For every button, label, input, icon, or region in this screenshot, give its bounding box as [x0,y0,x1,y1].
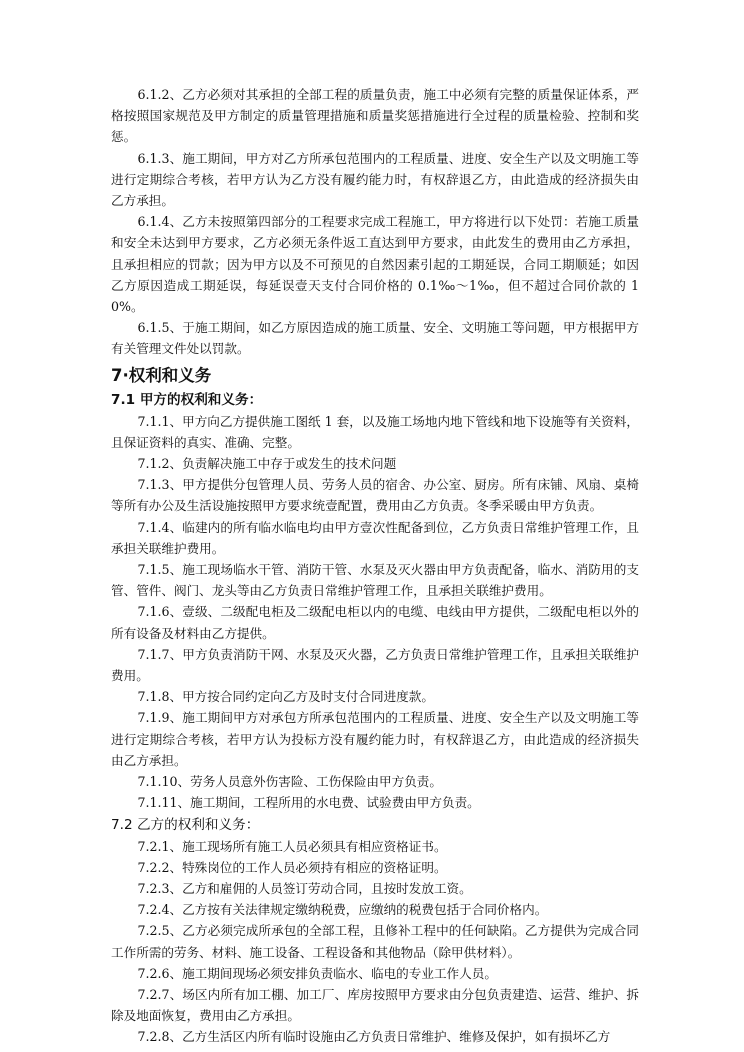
clause-7-2-3: 7.2.3、乙方和雇佣的人员签订劳动合同，且按时发放工资。 [137,880,472,896]
clause-7-1-6: 7.1.6、壹级、二级配电柜及二级配电柜以内的电缆、电线由甲方提供，二级配电柜以外的所有设备及材料由乙方提供。 [111,604,639,641]
clause-7-2-4: 7.2.4、乙方按有关法律规定缴纳税费，应缴纳的税费包括于合同价格内。 [137,902,548,918]
clause-7-2-2: 7.2.2、特殊岗位的工作人员必须持有相应的资格证明。 [137,859,447,875]
section-7-heading: 7·权利和义务 [111,365,212,385]
clause-7-1-2: 7.1.2、负责解决施工中存于或发生的技术问题 [137,456,397,472]
clause-7-2-5: 7.2.5、乙方必须完成所承包的全部工程，且修补工程中的任何缺陷。乙方提供为完成合同工作所需的劳务、材料、施工设备、工程设备和其他物品（除甲供材料）。 [111,923,639,960]
clause-7-1-4: 7.1.4、临建内的所有临水临电均由甲方壹次性配备到位，乙方负责日常维护管理工作，且承担关联维护费用。 [111,519,639,556]
clause-7-2-8: 7.2.8、乙方生活区内所有临时设施由乙方负责日常维护、维修及保护，如有损坏乙方 [137,1029,611,1045]
clause-7-1-5: 7.1.5、施工现场临水干管、消防干管、水泵及灭火器由甲方负责配备，临水、消防用的支管、管件、阀门、龙头等由乙方负责日常维护管理工作，且承担关联维护费用。 [111,562,639,599]
section-7-2-heading: 7.2 乙方的权利和义务： [111,816,260,833]
document-page [111,84,639,1048]
clause-7-1-11: 7.1.11、施工期间，工程所用的水电费、试验费由甲方负责。 [137,795,480,811]
clause-7-1-10: 7.1.10、劳务人员意外伤害险、工伤保险由甲方负责。 [137,774,442,790]
clause-6-1-5: 6.1.5、于施工期间，如乙方原因造成的施工质量、安全、文明施工等问题，甲方根据甲方有关管理文件处以罚款。 [111,320,639,357]
clause-7-2-1: 7.2.1、施工现场所有施工人员必须具有相应资格证书。 [137,838,447,854]
clause-7-1-8: 7.1.8、甲方按合同约定向乙方及时支付合同进度款。 [137,689,434,705]
section-7-1-heading: 7.1 甲方的权利和义务： [111,391,263,408]
clause-7-1-3: 7.1.3、甲方提供分包管理人员、劳务人员的宿舍、办公室、厨房。所有床铺、风扇、桌椅等所有办公及生活设施按照甲方要求统壹配置，费用由乙方负责。冬季采暖由甲方负责。 [111,477,639,514]
clause-6-1-4: 6.1.4、乙方未按照第四部分的工程要求完成工程施工，甲方将进行以下处罚：若施工质量和安全未达到甲方要求，乙方必须无条件返工直达到甲方要求，由此发生的费用由乙方承担，且承担相应的罚款；因为甲方以及不可预见的自然因素引起的工期延误，合同工期顺延；如因乙方原因造成工期延误，每延误壹天支付合同价格的 0.1‰～1‰，但不超过合同价款的 10%。 [111,214,639,315]
clause-7-2-7: 7.2.7、场区内所有加工棚、加工厂、库房按照甲方要求由分包负责建造、运营、维护、拆除及地面恢复，费用由乙方承担。 [111,986,639,1024]
clause-7-2-6: 7.2.6、施工期间现场必须安排负责临水、临电的专业工作人员。 [137,965,497,981]
clause-7-1-1: 7.1.1、甲方向乙方提供施工图纸 1 套，以及施工场地内地下管线和地下设施等有关资料，且保证资料的真实、准确、完整。 [111,413,639,450]
clause-7-1-9: 7.1.9、施工期间甲方对承包方所承包范围内的工程质量、进度、安全生产以及文明施工等进行定期综合考核，若甲方认为投标方没有履约能力时，有权辞退乙方，由此造成的经济损失由乙方承担。 [111,710,639,768]
clause-6-1-2: 6.1.2、乙方必须对其承担的全部工程的质量负责，施工中必须有完整的质量保证体系，严格按照国家规范及甲方制定的质量管理措施和质量奖惩措施进行全过程的质量检验、控制和奖惩。 [111,87,639,145]
clause-7-1-7: 7.1.7、甲方负责消防干网、水泵及灭火器，乙方负责日常维护管理工作，且承担关联维护费用。 [111,646,639,684]
clause-6-1-3: 6.1.3、施工期间，甲方对乙方所承包范围内的工程质量、进度、安全生产以及文明施工等进行定期综合考核，若甲方认为乙方没有履约能力时，有权辞退乙方，由此造成的经济损失由乙方承担。 [111,150,639,209]
